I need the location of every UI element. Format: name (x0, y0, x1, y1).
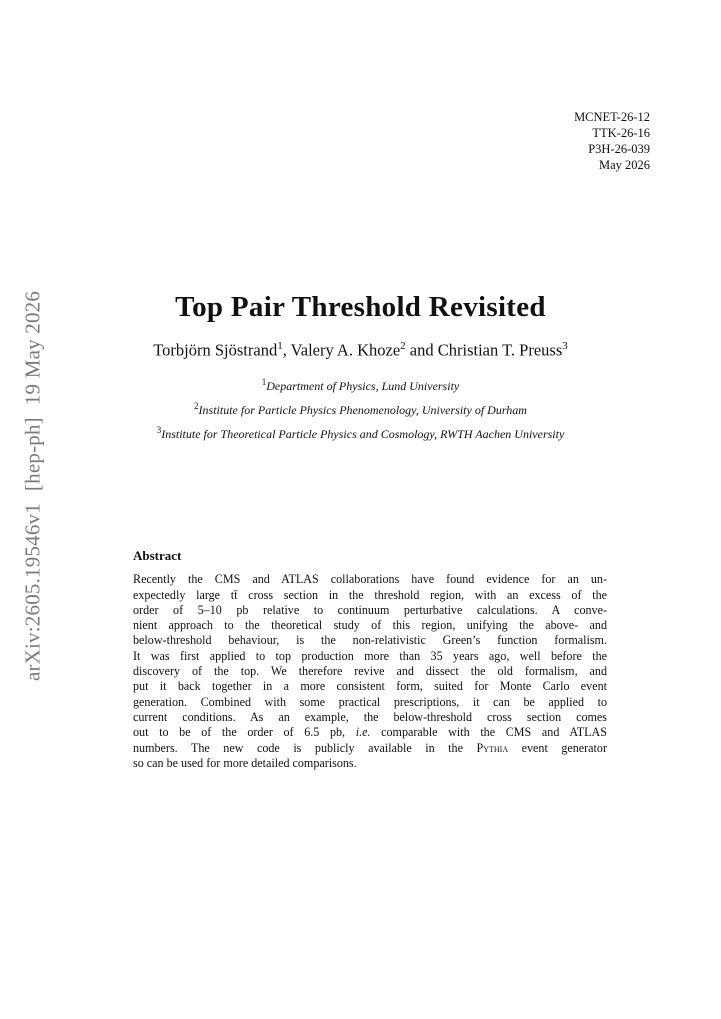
affiliation (0, 396, 721, 420)
author-name: Christian T. Preuss (437, 340, 563, 360)
abstract-line: out to be of the order of 6.5 pb, i.e. comparable with the CMS and ATLAS (133, 725, 607, 740)
abstract-line: numbers. The new code is publicly available in the Pythia event generator (133, 740, 607, 755)
abstract-line: nient approach to the theoretical study of this region, unifying the above- and (133, 618, 607, 633)
affiliation-list (0, 372, 721, 444)
abstract-body (133, 572, 607, 771)
report-number: P3H-26-039 (588, 142, 650, 156)
abstract-line: generation. Combined with some practical prescriptions, it can be applied to (133, 694, 607, 709)
abstract-line: Recently the CMS and ATLAS collaborations have found evidence for an un- (133, 572, 607, 587)
author-separator: and (405, 340, 438, 360)
abstract-line: It was first applied to top production more than 35 years ago, well before the (133, 648, 607, 663)
affiliation-mark: 2 (194, 401, 199, 411)
abstract-line: discovery of the top. We therefore revive and dissect the old formalism, and (133, 664, 607, 679)
abstract-line: below-threshold behaviour, is the non-relativistic Green’s function formalism. (133, 633, 607, 648)
arxiv-date: 19 May 2026 (20, 290, 45, 406)
paper-title: Top Pair Threshold Revisited (175, 291, 546, 323)
abstract-line: expectedly large tt̄ cross section in the threshold region, with an excess of the (133, 587, 607, 602)
affiliation-mark: 1 (261, 377, 267, 387)
affiliation-mark: 3 (156, 425, 162, 435)
report-number: TTK-26-16 (592, 126, 650, 140)
author-affiliation-mark: 3 (562, 340, 568, 352)
author-affiliation-mark: 2 (400, 340, 406, 352)
affiliation-text: Institute for Theoretical Particle Physics and Cosmology, RWTH Aachen University (161, 427, 565, 441)
affiliation (0, 372, 721, 396)
abstract-heading: Abstract (133, 548, 182, 563)
affiliation-text: Institute for Particle Physics Phenomenology, University of Durham (198, 403, 527, 417)
abstract-line: order of 5–10 pb relative to continuum perturbative calculations. A conve- (133, 602, 607, 617)
author-separator: , (282, 340, 291, 360)
abstract-line: so can be used for more detailed comparisons. (133, 755, 357, 770)
author-list (0, 340, 721, 361)
report-numbers (574, 109, 650, 173)
abstract (133, 548, 607, 771)
affiliation-text: Department of Physics, Lund University (266, 379, 460, 393)
affiliation (0, 420, 721, 444)
abstract-line: current conditions. As an example, the below-threshold cross section comes (133, 709, 607, 724)
arxiv-category: [hep-ph] (20, 417, 45, 492)
author-name: Torbjörn Sjöstrand (153, 340, 278, 360)
author-affiliation-mark: 1 (277, 340, 283, 352)
report-number: MCNET-26-12 (574, 110, 650, 124)
abstract-line: put it back together in a more consistent form, suited for Monte Carlo event (133, 679, 607, 694)
arxiv-id: arXiv:2605.19546v1 (20, 503, 45, 682)
author-name: Valery A. Khoze (290, 340, 401, 360)
report-date: May 2026 (598, 158, 650, 172)
